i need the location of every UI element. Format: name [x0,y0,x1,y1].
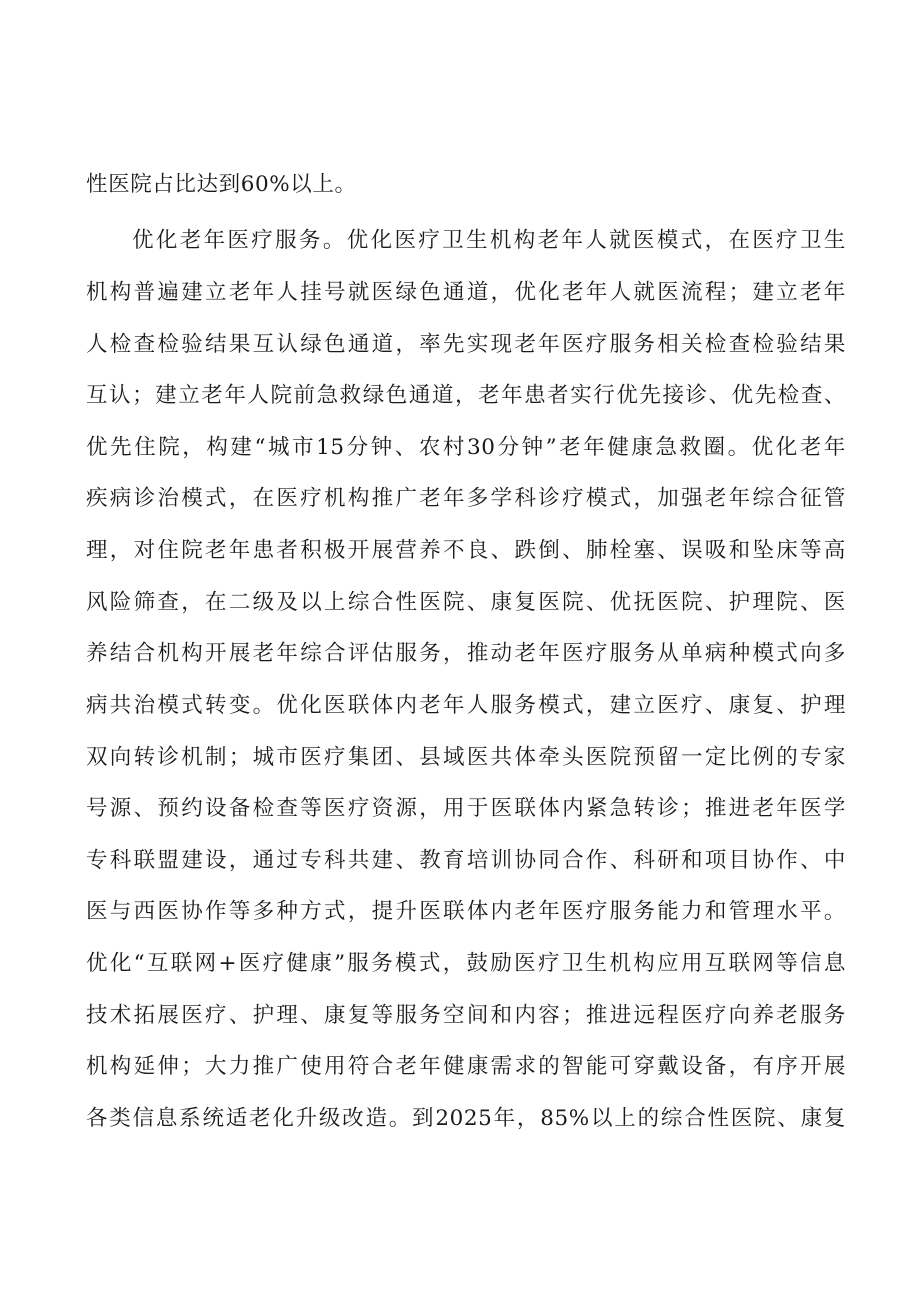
text-line: 机构延伸；大力推广使用符合老年健康需求的智能可穿戴设备，有序开展 [86,1054,846,1079]
text-line: 优化老年医疗服务。优化医疗卫生机构老年人就医模式，在医疗卫生 [132,228,846,253]
text-line: 互认；建立老年人院前急救绿色通道，老年患者实行优先接诊、优先检查、 [86,383,846,408]
text-line: 专科联盟建设，通过专科共建、教育培训协同合作、科研和项目协作、中 [86,848,846,873]
text-line: 号源、预约设备检查等医疗资源，用于医联体内紧急转诊；推进老年医学 [86,796,846,821]
text-line: 机构普遍建立老年人挂号就医绿色通道，优化老年人就医流程；建立老年 [86,280,846,305]
text-line: 优化“互联网+医疗健康”服务模式，鼓励医疗卫生机构应用互联网等信息 [86,951,846,976]
text-line: 病共治模式转变。优化医联体内老年人服务模式，建立医疗、康复、护理 [86,693,846,718]
text-line: 性医院占比达到60%以上。 [86,172,357,197]
text-line: 医与西医协作等多种方式，提升医联体内老年医疗服务能力和管理水平。 [86,899,846,924]
text-line: 优先住院，构建“城市15分钟、农村30分钟”老年健康急救圈。优化老年 [86,435,846,460]
text-line: 人检查检验结果互认绿色通道，率先实现老年医疗服务相关检查检验结果 [86,332,846,357]
text-line: 各类信息系统适老化升级改造。到2025年，85%以上的综合性医院、康复 [86,1106,846,1131]
text-line: 理，对住院老年患者积极开展营养不良、跌倒、肺栓塞、误吸和坠床等高 [86,538,846,563]
text-line: 双向转诊机制；城市医疗集团、县域医共体牵头医院预留一定比例的专家 [86,745,846,770]
text-line: 疾病诊治模式，在医疗机构推广老年多学科诊疗模式，加强老年综合征管 [86,486,846,511]
text-line: 养结合机构开展老年综合评估服务，推动老年医疗服务从单病种模式向多 [86,641,846,666]
text-line: 风险筛查，在二级及以上综合性医院、康复医院、优抚医院、护理院、医 [86,590,846,615]
text-line: 技术拓展医疗、护理、康复等服务空间和内容；推进远程医疗向养老服务 [86,1003,846,1028]
